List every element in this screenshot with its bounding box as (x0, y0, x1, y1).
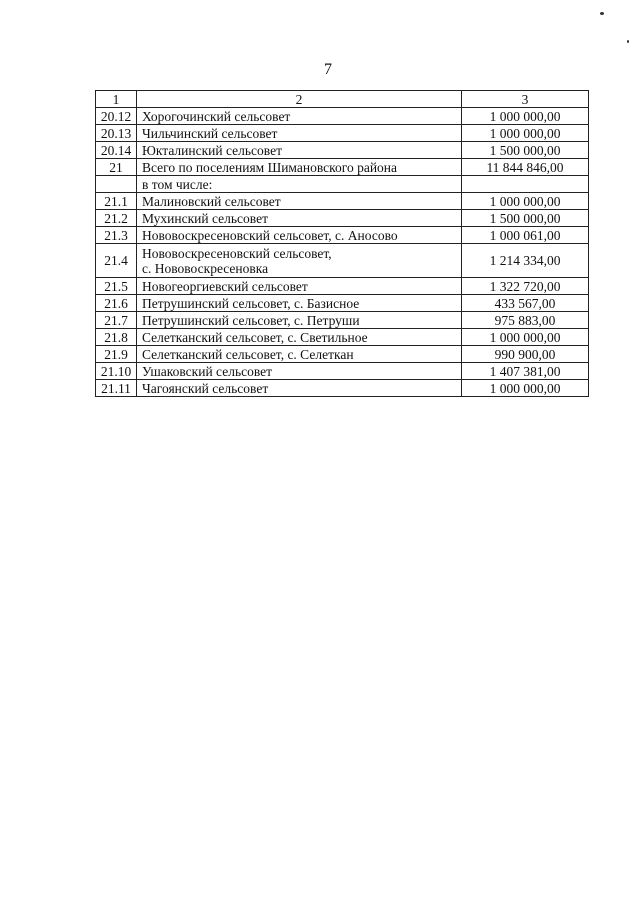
table-header-row (96, 91, 589, 108)
row-amount: 990 900,00 (462, 346, 589, 363)
row-name: Хорогочинский сельсовет (137, 108, 462, 125)
row-name: Селетканский сельсовет, с. Светильное (137, 329, 462, 346)
table-row (96, 295, 589, 312)
row-name: Нововоскресеновский сельсовет, с. Аносово (137, 227, 462, 244)
row-number: 21.4 (96, 244, 137, 278)
table-row (96, 108, 589, 125)
row-number: 21.5 (96, 278, 137, 295)
row-name (137, 244, 462, 278)
row-name: Чильчинский сельсовет (137, 125, 462, 142)
table-row (96, 380, 589, 397)
row-name: Всего по поселениям Шимановского района (137, 159, 462, 176)
row-number: 21.6 (96, 295, 137, 312)
row-amount: 1 000 000,00 (462, 380, 589, 397)
row-number: 21.2 (96, 210, 137, 227)
row-amount: 11 844 846,00 (462, 159, 589, 176)
column-header-1: 1 (96, 91, 137, 108)
row-name: Мухинский сельсовет (137, 210, 462, 227)
page-number: 7 (324, 61, 332, 78)
table-row (96, 363, 589, 380)
row-name: в том числе: (137, 176, 462, 193)
scan-speck (627, 40, 629, 43)
row-number: 20.14 (96, 142, 137, 159)
row-number: 20.13 (96, 125, 137, 142)
row-amount: 1 000 000,00 (462, 125, 589, 142)
table-row (96, 312, 589, 329)
row-name: Петрушинский сельсовет, с. Петруши (137, 312, 462, 329)
table-row (96, 346, 589, 363)
column-header-3: 3 (462, 91, 589, 108)
row-name-line-2: с. Нововоскресеновка (142, 260, 269, 276)
table-row (96, 329, 589, 346)
table-row-total (96, 159, 589, 176)
row-number: 21.7 (96, 312, 137, 329)
row-amount: 1 322 720,00 (462, 278, 589, 295)
row-number: 21.3 (96, 227, 137, 244)
row-amount: 1 500 000,00 (462, 142, 589, 159)
budget-table (95, 90, 589, 397)
row-name: Ушаковский сельсовет (137, 363, 462, 380)
table-row (96, 210, 589, 227)
row-name: Новогеоргиевский сельсовет (137, 278, 462, 295)
row-name: Юкталинский сельсовет (137, 142, 462, 159)
row-name: Малиновский сельсовет (137, 193, 462, 210)
row-amount: 1 000 061,00 (462, 227, 589, 244)
row-name-line-1: Нововоскресеновский сельсовет, (142, 245, 332, 261)
row-amount: 1 407 381,00 (462, 363, 589, 380)
table-row (96, 142, 589, 159)
row-amount: 975 883,00 (462, 312, 589, 329)
row-amount: 433 567,00 (462, 295, 589, 312)
row-amount: 1 214 334,00 (462, 244, 589, 278)
row-amount: 1 000 000,00 (462, 193, 589, 210)
row-amount: 1 500 000,00 (462, 210, 589, 227)
row-name: Петрушинский сельсовет, с. Базисное (137, 295, 462, 312)
table-row (96, 227, 589, 244)
row-number (96, 176, 137, 193)
scan-speck (600, 12, 604, 15)
row-amount: 1 000 000,00 (462, 108, 589, 125)
row-number: 21.1 (96, 193, 137, 210)
row-number: 21.11 (96, 380, 137, 397)
table-row (96, 244, 589, 278)
row-number: 21.9 (96, 346, 137, 363)
row-amount (462, 176, 589, 193)
table-row (96, 278, 589, 295)
row-name: Селетканский сельсовет, с. Селеткан (137, 346, 462, 363)
row-amount: 1 000 000,00 (462, 329, 589, 346)
row-number: 20.12 (96, 108, 137, 125)
table-row (96, 125, 589, 142)
row-number: 21 (96, 159, 137, 176)
row-name: Чагоянский сельсовет (137, 380, 462, 397)
row-number: 21.8 (96, 329, 137, 346)
row-number: 21.10 (96, 363, 137, 380)
column-header-2: 2 (137, 91, 462, 108)
table-row-subheading (96, 176, 589, 193)
table-row (96, 193, 589, 210)
